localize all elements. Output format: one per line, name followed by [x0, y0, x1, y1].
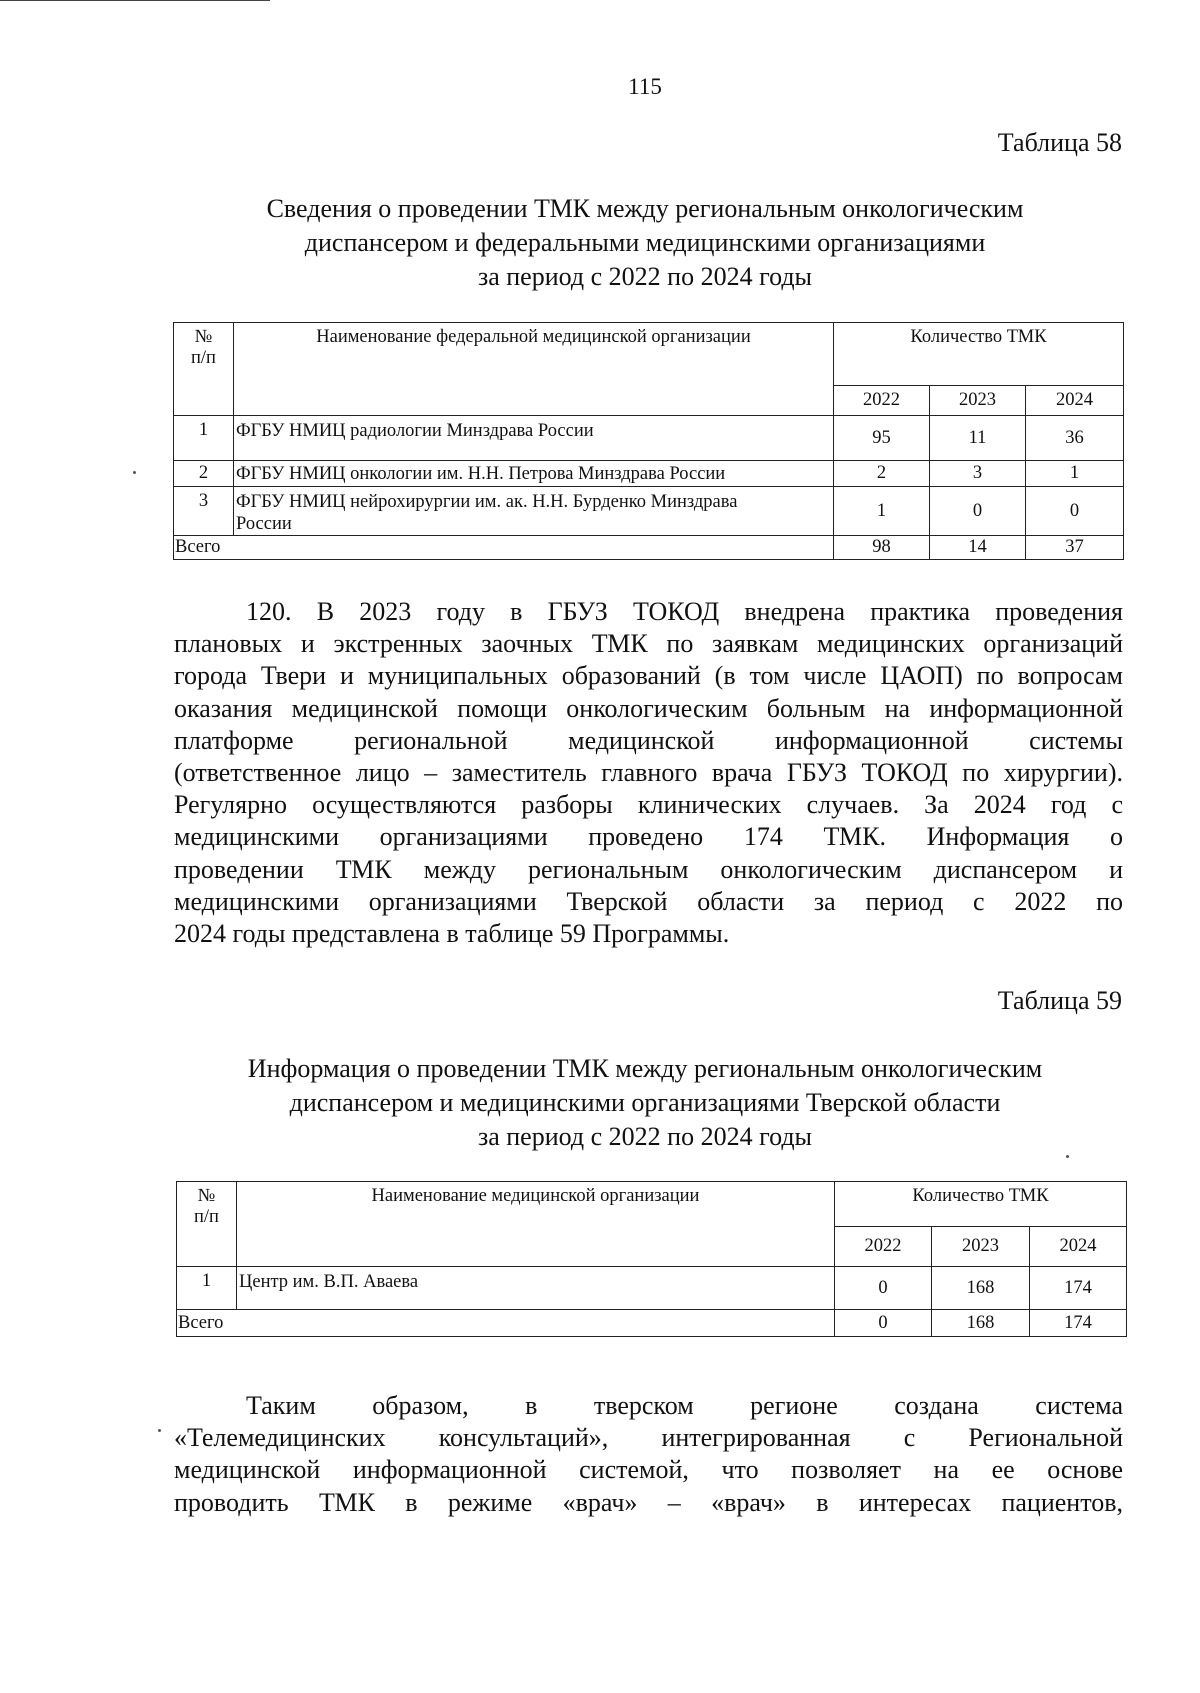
header-org-name: Наименование медицинской организации — [237, 1182, 835, 1267]
table-58-title — [150, 192, 1140, 294]
paragraph-120 — [174, 596, 1123, 950]
header-year-2023: 2023 — [932, 1227, 1030, 1267]
total-value-2024: 174 — [1030, 1310, 1127, 1337]
scan-edge-line — [0, 0, 270, 1]
table-59-label: Таблица 59 — [997, 986, 1122, 1015]
table-row — [177, 1267, 1127, 1310]
row-value-2022: 0 — [835, 1267, 932, 1310]
row-org-name — [234, 487, 834, 536]
paragraph-line: медицинскими организациями Тверской области за период с 2022 по — [174, 886, 1123, 916]
paragraph-line: медицинской информационной системой, что позволяет на ее основе — [174, 1455, 1123, 1485]
total-value-2024: 37 — [1026, 536, 1124, 560]
header-number-cell — [174, 323, 234, 416]
paragraph-line: оказания медицинской помощи онкологическим больным на информационной — [174, 693, 1123, 723]
paragraph-line: города Твери и муниципальных образований (в том числе ЦАОП) по вопросам — [174, 661, 1123, 691]
table-59-title-line: Информация о проведении ТМК между региональным онкологическим — [247, 1054, 1043, 1083]
paragraph-line: плановых и экстренных заочных ТМК по заявкам медицинских организаций — [174, 629, 1123, 659]
row-org-name-line: России — [236, 514, 292, 534]
paragraph-line: проведении ТМК между региональным онкологическим диспансером и — [174, 854, 1123, 884]
paragraph-line: Регулярно осуществляются разборы клинических случаев. За 2024 год с — [174, 790, 1123, 820]
table-58 — [173, 322, 1124, 560]
header-number: № — [197, 1186, 216, 1206]
table-row — [174, 487, 1124, 536]
total-value-2023: 14 — [930, 536, 1026, 560]
row-value-2024: 0 — [1026, 487, 1124, 536]
paragraph-line: проводить ТМК в режиме «врач» – «врач» в интересах пациентов, — [174, 1487, 1123, 1517]
row-org-name: Центр им. В.П. Аваева — [237, 1267, 835, 1310]
paragraph-final — [174, 1390, 1123, 1519]
total-label: Всего — [177, 1310, 835, 1337]
header-number-cell — [177, 1182, 237, 1267]
table-58-header-row — [174, 323, 1124, 386]
row-value-2023: 0 — [930, 487, 1026, 536]
table-59 — [176, 1181, 1127, 1337]
table-59-header-row — [177, 1182, 1127, 1227]
header-year-2023: 2023 — [930, 386, 1026, 416]
row-number: 2 — [174, 461, 234, 487]
table-58-title-line: за период с 2022 по 2024 годы — [477, 262, 813, 291]
total-value-2022: 98 — [834, 536, 930, 560]
table-59-title — [150, 1052, 1140, 1154]
table-row — [174, 416, 1124, 461]
header-tmk-count: Количество ТМК — [835, 1182, 1127, 1227]
table-58-label: Таблица 58 — [997, 128, 1122, 157]
row-org-name: ФГБУ НМИЦ радиологии Минздрава России — [234, 416, 834, 461]
paragraph-line: медицинскими организациями проведено 174 ТМК. Информация о — [174, 822, 1123, 852]
table-58-title-line: диспансером и федеральными медицинскими организациями — [304, 228, 986, 257]
total-value-2023: 168 — [932, 1310, 1030, 1337]
row-value-2022: 95 — [834, 416, 930, 461]
paragraph-line: 2024 годы представлена в таблице 59 Программы. — [174, 919, 730, 949]
total-value-2022: 0 — [835, 1310, 932, 1337]
header-org-name: Наименование федеральной медицинской организации — [234, 323, 834, 416]
table-59-title-line: за период с 2022 по 2024 годы — [477, 1122, 813, 1151]
paragraph-line: (ответственное лицо – заместитель главного врача ГБУЗ ТОКОД по хирургии). — [174, 758, 1123, 788]
header-tmk-count: Количество ТМК — [834, 323, 1124, 386]
row-value-2022: 1 — [834, 487, 930, 536]
table-58-title-line: Сведения о проведении ТМК между региональным онкологическим — [266, 194, 1024, 223]
row-value-2022: 2 — [834, 461, 930, 487]
paragraph-line: платформе региональной медицинской информационной системы — [174, 725, 1123, 755]
header-year-2024: 2024 — [1026, 386, 1124, 416]
row-org-name: ФГБУ НМИЦ онкологии им. Н.Н. Петрова Минздрава России — [234, 461, 834, 487]
paragraph-line: 120. В 2023 году в ГБУЗ ТОКОД внедрена практика проведения — [246, 597, 1123, 626]
table-59-title-line: диспансером и медицинскими организациями Тверской области — [289, 1088, 1001, 1117]
page-number: 115 — [628, 74, 662, 99]
row-number: 1 — [177, 1267, 237, 1310]
row-value-2023: 11 — [930, 416, 1026, 461]
row-number: 3 — [174, 487, 234, 536]
header-number-sub: п/п — [191, 348, 216, 368]
row-value-2024: 1 — [1026, 461, 1124, 487]
header-year-2022: 2022 — [834, 386, 930, 416]
row-number: 1 — [174, 416, 234, 461]
scan-speck — [158, 1429, 161, 1432]
header-year-2022: 2022 — [835, 1227, 932, 1267]
row-value-2023: 168 — [932, 1267, 1030, 1310]
table-total-row — [177, 1310, 1127, 1337]
scan-speck — [133, 471, 136, 474]
row-value-2024: 174 — [1030, 1267, 1127, 1310]
header-number-sub: п/п — [194, 1207, 219, 1227]
paragraph-line: Таким образом, в тверском регионе создана система — [246, 1391, 1123, 1420]
row-value-2023: 3 — [930, 461, 1026, 487]
header-year-2024: 2024 — [1030, 1227, 1127, 1267]
scan-speck — [1066, 1155, 1069, 1158]
table-total-row — [174, 536, 1124, 560]
header-number: № — [194, 327, 213, 347]
row-org-name-line: ФГБУ НМИЦ нейрохирургии им. ак. Н.Н. Бурденко Минздрава — [236, 492, 738, 512]
total-label: Всего — [174, 536, 834, 560]
row-value-2024: 36 — [1026, 416, 1124, 461]
table-row — [174, 461, 1124, 487]
paragraph-line: «Телемедицинских консультаций», интегрированная с Региональной — [174, 1423, 1123, 1453]
